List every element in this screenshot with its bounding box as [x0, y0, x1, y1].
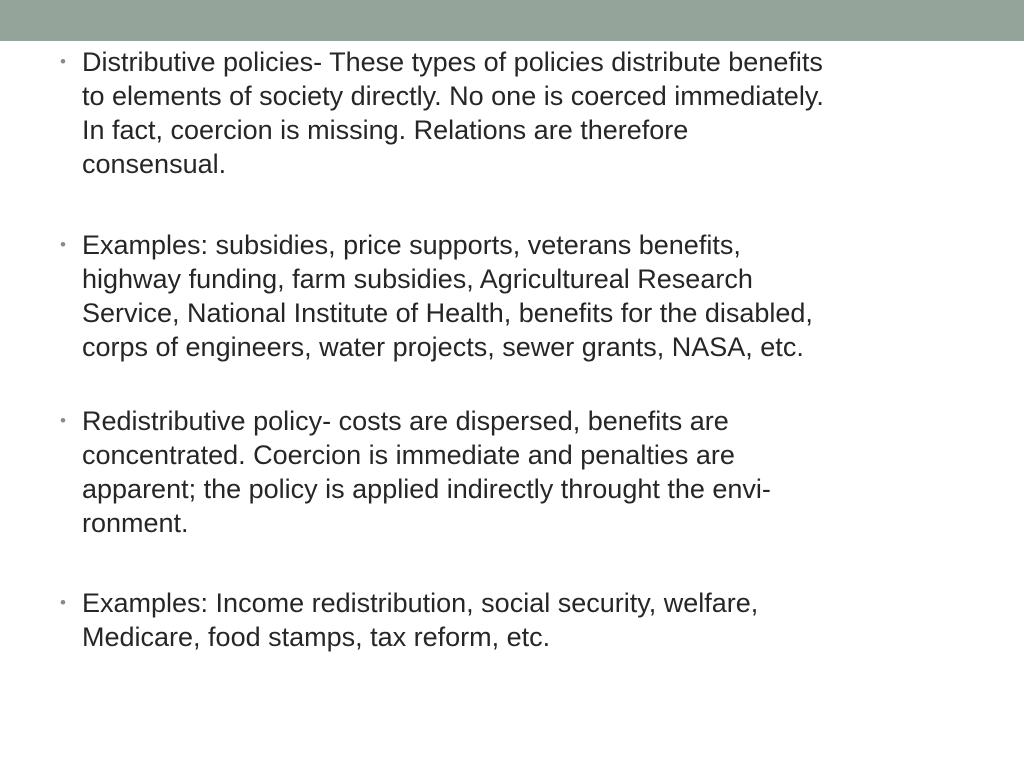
bullet-text-line: highway funding, farm subsidies, Agricultureal Research — [82, 264, 753, 294]
bullet-text-line: to elements of society directly. No one is coerced immediately. — [82, 81, 824, 111]
bullet-marker: • — [60, 411, 66, 430]
bullet-list — [60, 45, 980, 654]
bullet-redistributive-policy — [60, 404, 980, 540]
bullet-marker: • — [60, 235, 66, 254]
bullet-text-line: concentrated. Coercion is immediate and penalties are — [82, 440, 735, 470]
bullet-text-line: Service, National Institute of Health, benefits for the disabled, — [82, 298, 813, 328]
slide-header-bar — [0, 0, 1024, 41]
bullet-text-line: Medicare, food stamps, tax reform, etc. — [82, 622, 551, 652]
bullet-redistributive-examples — [60, 586, 980, 654]
bullet-text-line: Examples: Income redistribution, social security, welfare, — [82, 588, 759, 618]
bullet-distributive-examples — [60, 228, 980, 364]
bullet-text-line: Distributive policies- These types of policies distribute benefits — [82, 47, 823, 77]
bullet-text-line: In fact, coercion is missing. Relations are therefore — [82, 115, 689, 145]
bullet-text-line: consensual. — [82, 149, 227, 179]
bullet-text-line: ronment. — [82, 508, 189, 538]
bullet-text-line: apparent; the policy is applied indirectly throught the envi- — [82, 474, 771, 504]
bullet-text-line: Examples: subsidies, price supports, veterans benefits, — [82, 230, 741, 260]
bullet-text-line: corps of engineers, water projects, sewer grants, NASA, etc. — [82, 332, 804, 362]
bullet-marker: • — [60, 52, 66, 71]
bullet-distributive-policies — [60, 45, 980, 181]
bullet-marker: • — [60, 593, 66, 612]
bullet-text-line: Redistributive policy- costs are dispersed, benefits are — [82, 406, 729, 436]
